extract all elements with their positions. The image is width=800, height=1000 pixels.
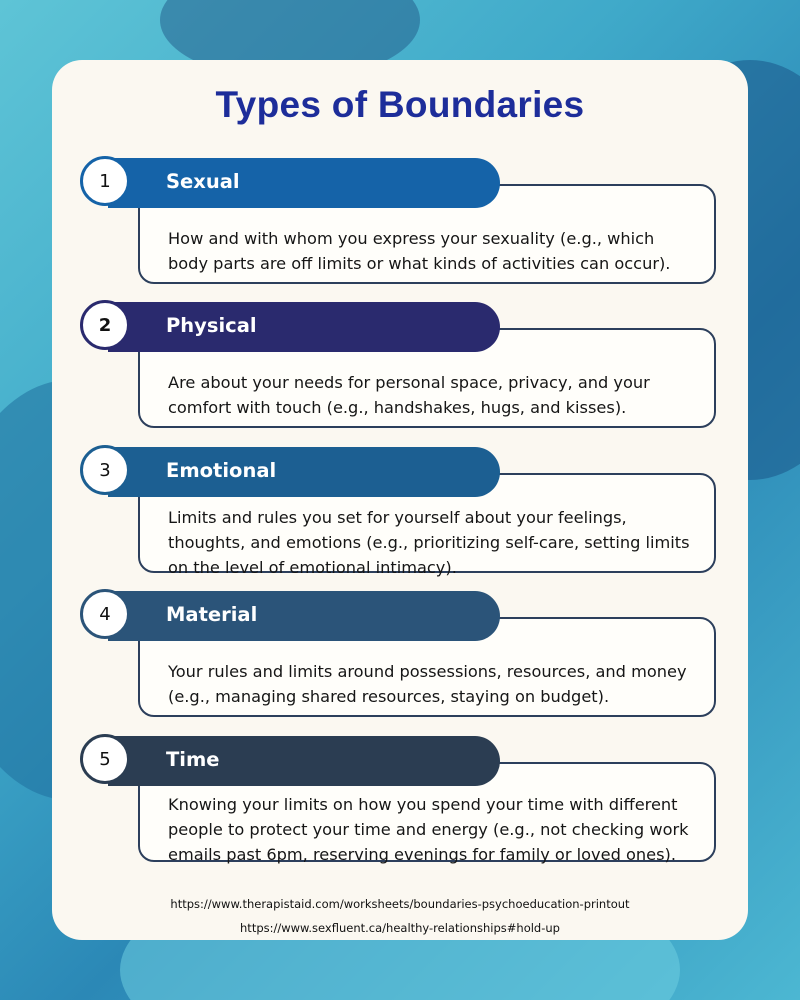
number-badge bbox=[80, 445, 130, 495]
boundary-item-time bbox=[80, 736, 720, 868]
boundary-header-pill bbox=[108, 158, 500, 208]
number-badge bbox=[80, 300, 130, 350]
page-title: Types of Boundaries bbox=[215, 84, 585, 125]
boundary-header-pill bbox=[108, 302, 500, 352]
number-badge bbox=[80, 156, 130, 206]
number-badge bbox=[80, 589, 130, 639]
number-text: 3 bbox=[99, 459, 111, 481]
number-text: 4 bbox=[99, 603, 111, 625]
number-text: 2 bbox=[98, 314, 112, 336]
boundary-label: Sexual bbox=[166, 170, 240, 193]
boundary-item-sexual bbox=[80, 158, 720, 290]
boundary-item-emotional bbox=[80, 447, 720, 579]
boundary-description: Knowing your limits on how you spend your time with different people to protect your time and energy (e.g., not checking work emails past 6pm, reserving evenings for family or loved ones). bbox=[168, 795, 689, 864]
boundary-header-pill bbox=[108, 447, 500, 497]
boundary-label: Time bbox=[166, 748, 220, 771]
boundary-header-pill bbox=[108, 736, 500, 786]
boundary-item-physical bbox=[80, 302, 720, 434]
boundary-label: Material bbox=[166, 603, 258, 626]
boundary-description: How and with whom you express your sexuality (e.g., which body parts are off limits or what kinds of activities can occur). bbox=[168, 229, 671, 273]
reference-link[interactable]: https://www.therapistaid.com/worksheets/boundaries-psychoeducation-printout bbox=[170, 897, 630, 911]
boundary-description: Your rules and limits around possessions, resources, and money (e.g., managing shared resources, staying on budget). bbox=[168, 662, 687, 706]
number-text: 5 bbox=[99, 748, 111, 770]
boundary-description: Are about your needs for personal space, privacy, and your comfort with touch (e.g., handshakes, hugs, and kisses). bbox=[168, 373, 650, 417]
number-badge bbox=[80, 734, 130, 784]
boundary-description: Limits and rules you set for yourself about your feelings, thoughts, and emotions (e.g., prioritizing self-care, setting limits on the level of emotional intimacy). bbox=[168, 508, 690, 577]
boundary-header-pill bbox=[108, 591, 500, 641]
reference-link[interactable]: https://www.sexfluent.ca/healthy-relationships#hold-up bbox=[240, 921, 560, 935]
boundary-item-material bbox=[80, 591, 720, 723]
boundary-label: Emotional bbox=[166, 459, 277, 482]
boundary-label: Physical bbox=[166, 314, 257, 337]
number-text: 1 bbox=[99, 170, 111, 192]
